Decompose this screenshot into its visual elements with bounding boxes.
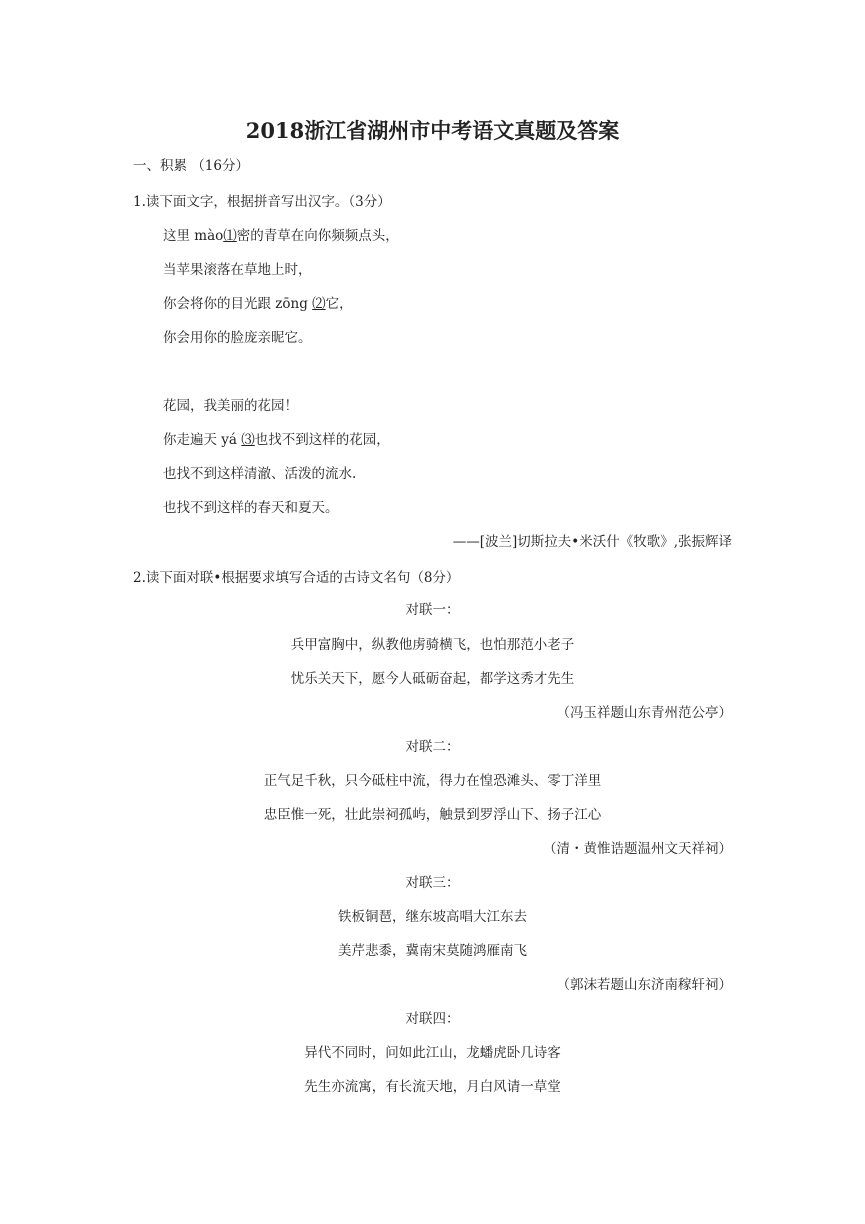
poem-line-7: 也找不到这样清澈、活泼的流水. (163, 466, 357, 482)
section-heading: 一、积累 （16分） (133, 158, 249, 174)
couplet-2-source: （清・黄惟诰题温州文天祥祠） (543, 841, 732, 857)
poem-source: ——[波兰]切斯拉夫•米沃什《牧歌》,张振辉译 (452, 534, 732, 550)
poem-line-1-pre: 这里 mào (163, 228, 224, 244)
poem-line-8: 也找不到这样的春天和夏天。 (163, 500, 339, 516)
poem-line-1 (163, 227, 399, 245)
couplet-3-heading: 对联三： (405, 875, 460, 891)
blank-1: ⑴ (223, 228, 237, 244)
couplet-1-line-1: 兵甲富胸中，纵教他虏骑横飞，也怕那范小老子 (290, 637, 575, 653)
poem-line-1-post: 密的青草在向你频频点头， (236, 228, 399, 244)
poem-line-4: 你会用你的脸庞亲昵它。 (163, 330, 312, 346)
couplet-3-line-1: 铁板铜琶，继东坡高唱大江东去 (338, 909, 527, 925)
poem-line-6-pre: 你走遍天 yá (163, 432, 242, 448)
document-title: 2018浙江省湖州市中考语文真题及答案 (245, 118, 620, 143)
poem-line-3-pre: 你会将你的目光跟 zōng (163, 296, 313, 312)
couplet-1-source: （冯玉祥题山东青州范公亭） (556, 705, 732, 721)
couplet-2-line-2: 忠臣惟一死，壮此崇祠孤屿，触景到罗浮山下、扬子江心 (263, 807, 602, 823)
question-1-prompt: 1.读下面文字，根据拼音写出汉字。（3分） (133, 194, 391, 210)
couplet-4-line-1: 异代不同时，问如此江山，龙蟠虎卧几诗客 (304, 1045, 561, 1061)
couplet-1-line-2: 忧乐关天下，愿今人砥砺奋起，都学这秀才先生 (290, 671, 575, 687)
poem-line-3-post: 它， (325, 296, 353, 312)
couplet-1-heading: 对联一： (405, 602, 460, 618)
couplet-2-heading: 对联二： (405, 739, 460, 755)
blank-2: ⑵ (312, 296, 326, 312)
couplet-4-heading: 对联四： (405, 1011, 460, 1027)
couplet-4-line-2: 先生亦流寓，有长流天地，月白风请一草堂 (304, 1079, 561, 1095)
blank-3: ⑶ (241, 432, 255, 448)
couplet-3-source: （郭沫若题山东济南稼轩祠） (556, 977, 732, 993)
poem-line-6-post: 也找不到这样的花园， (254, 432, 390, 448)
couplet-3-line-2: 美芹悲黍，冀南宋莫随鸿雁南飞 (338, 943, 527, 959)
poem-line-5: 花园，我美丽的花园！ (163, 398, 298, 414)
poem-line-2: 当苹果滚落在草地上时， (163, 262, 312, 278)
question-2-prompt: 2.读下面对联•根据要求填写合适的古诗文名句（8分） (133, 570, 460, 586)
poem-line-3 (163, 295, 353, 313)
couplet-2-line-1: 正气足千秋，只今砥柱中流，得力在惶恐滩头、零丁洋里 (263, 773, 602, 789)
poem-line-6 (163, 431, 390, 449)
